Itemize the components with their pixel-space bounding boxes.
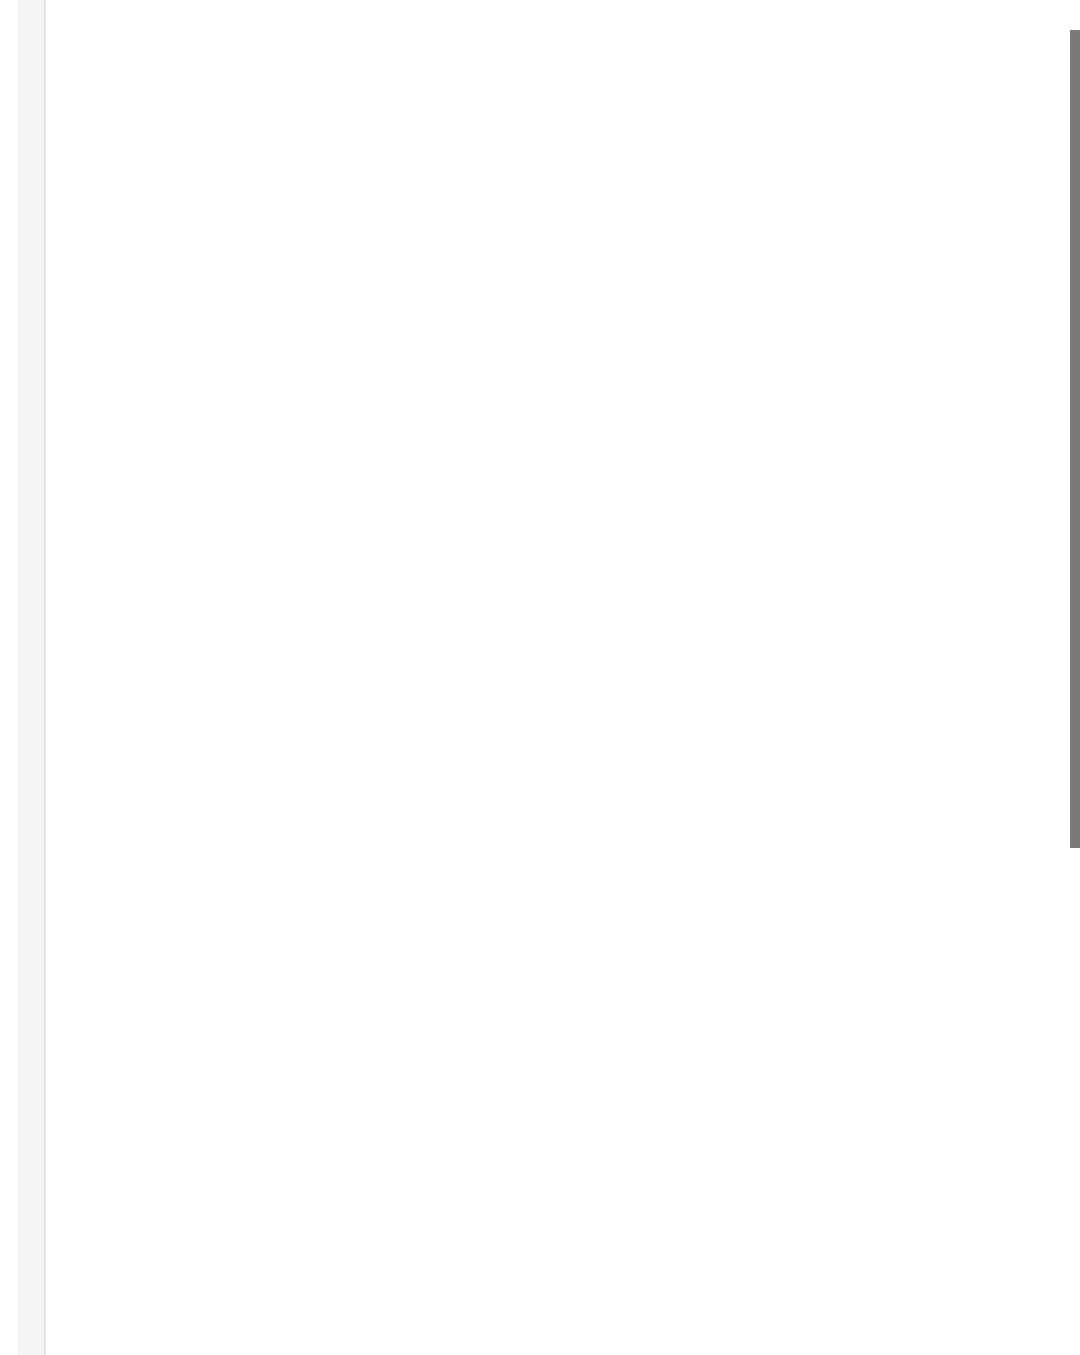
scrollbar[interactable] [1070, 30, 1080, 848]
quote-bar [18, 0, 46, 1355]
left-gutter [0, 0, 18, 1355]
